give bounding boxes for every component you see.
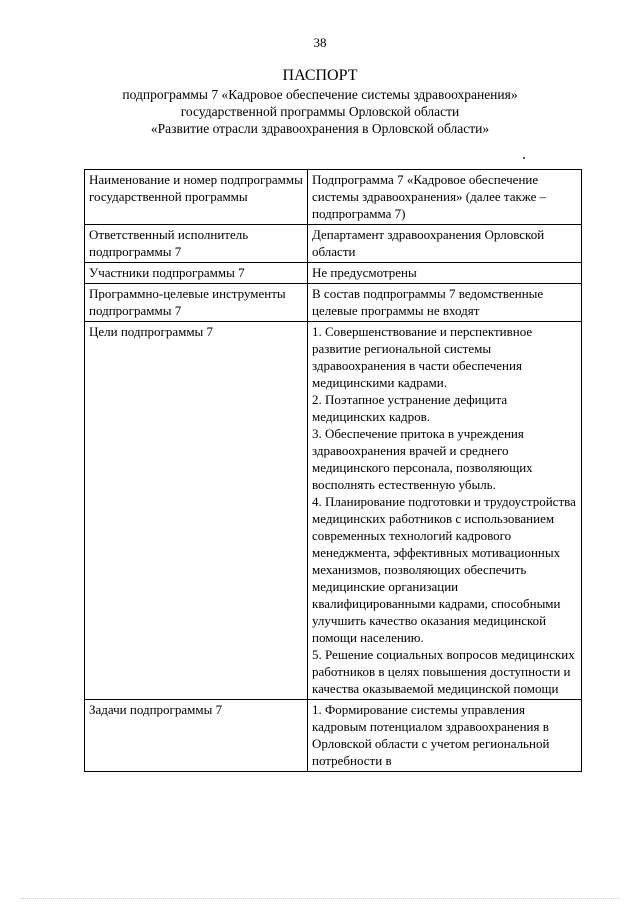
goal-item-5: 5. Решение социальных вопросов медицинских работников в целях повышения доступности и качества оказываемой медицинской помощи [312,647,575,696]
document-heading [0,66,640,137]
row-value-goals [308,322,582,700]
row-value-executor: Департамент здравоохранения Орловской области [308,225,582,263]
row-label-executor: Ответственный исполнитель подпрограммы 7 [85,225,308,263]
goal-item-2: 2. Поэтапное устранение дефицита медицинских кадров. [312,392,508,424]
row-label-tasks: Задачи подпрограммы 7 [85,700,308,772]
subtitle-line-3: «Развитие отрасли здравоохранения в Орловской области» [150,121,490,136]
table-row [85,700,582,772]
row-label-goals: Цели подпрограммы 7 [85,322,308,700]
task-item-1: 1. Формирование системы управления кадровым потенциалом здравоохранения в Орловской области с учетом региональной потребности в [312,702,550,768]
row-value-participants: Не предусмотрены [308,263,582,284]
scan-dot [523,157,525,159]
table-row [85,284,582,322]
document-title: ПАСПОРТ [282,67,358,84]
row-label-participants: Участники подпрограммы 7 [85,263,308,284]
passport-table [84,169,582,772]
table-row [85,263,582,284]
page-number: 38 [313,35,327,50]
row-value-instruments: В состав подпрограммы 7 ведомственные целевые программы не входят [308,284,582,322]
row-label-name: Наименование и номер подпрограммы государственной программы [85,170,308,225]
subtitle-line-2: государственной программы Орловской области [180,104,460,119]
scan-edge-noise [20,898,620,901]
goal-item-3: 3. Обеспечение притока в учреждения здравоохранения врачей и среднего медицинского персонала, позволяющих восполнять естественную убыль. [312,426,533,492]
row-value-name: Подпрограмма 7 «Кадровое обеспечение системы здравоохранения» (далее также – подпрограмма 7) [308,170,582,225]
goal-item-4: 4. Планирование подготовки и трудоустройства медицинских работников с использованием современных технологий кадрового менеджмента, эффективных мотивационных механизмов, позволяющих обеспечить медицинские организации квалифицированными кадрами, способными улучшить качество оказания медицинской помощи населению. [312,494,576,645]
subtitle-line-1: подпрограммы 7 «Кадровое обеспечение системы здравоохранения» [122,87,518,102]
table-row [85,225,582,263]
row-label-instruments: Программно-целевые инструменты подпрограммы 7 [85,284,308,322]
table-row [85,322,582,700]
row-value-tasks [308,700,582,772]
goal-item-1: 1. Совершенствование и перспективное развитие региональной системы здравоохранения в части обеспечения медицинскими кадрами. [312,324,533,390]
table-row [85,170,582,225]
